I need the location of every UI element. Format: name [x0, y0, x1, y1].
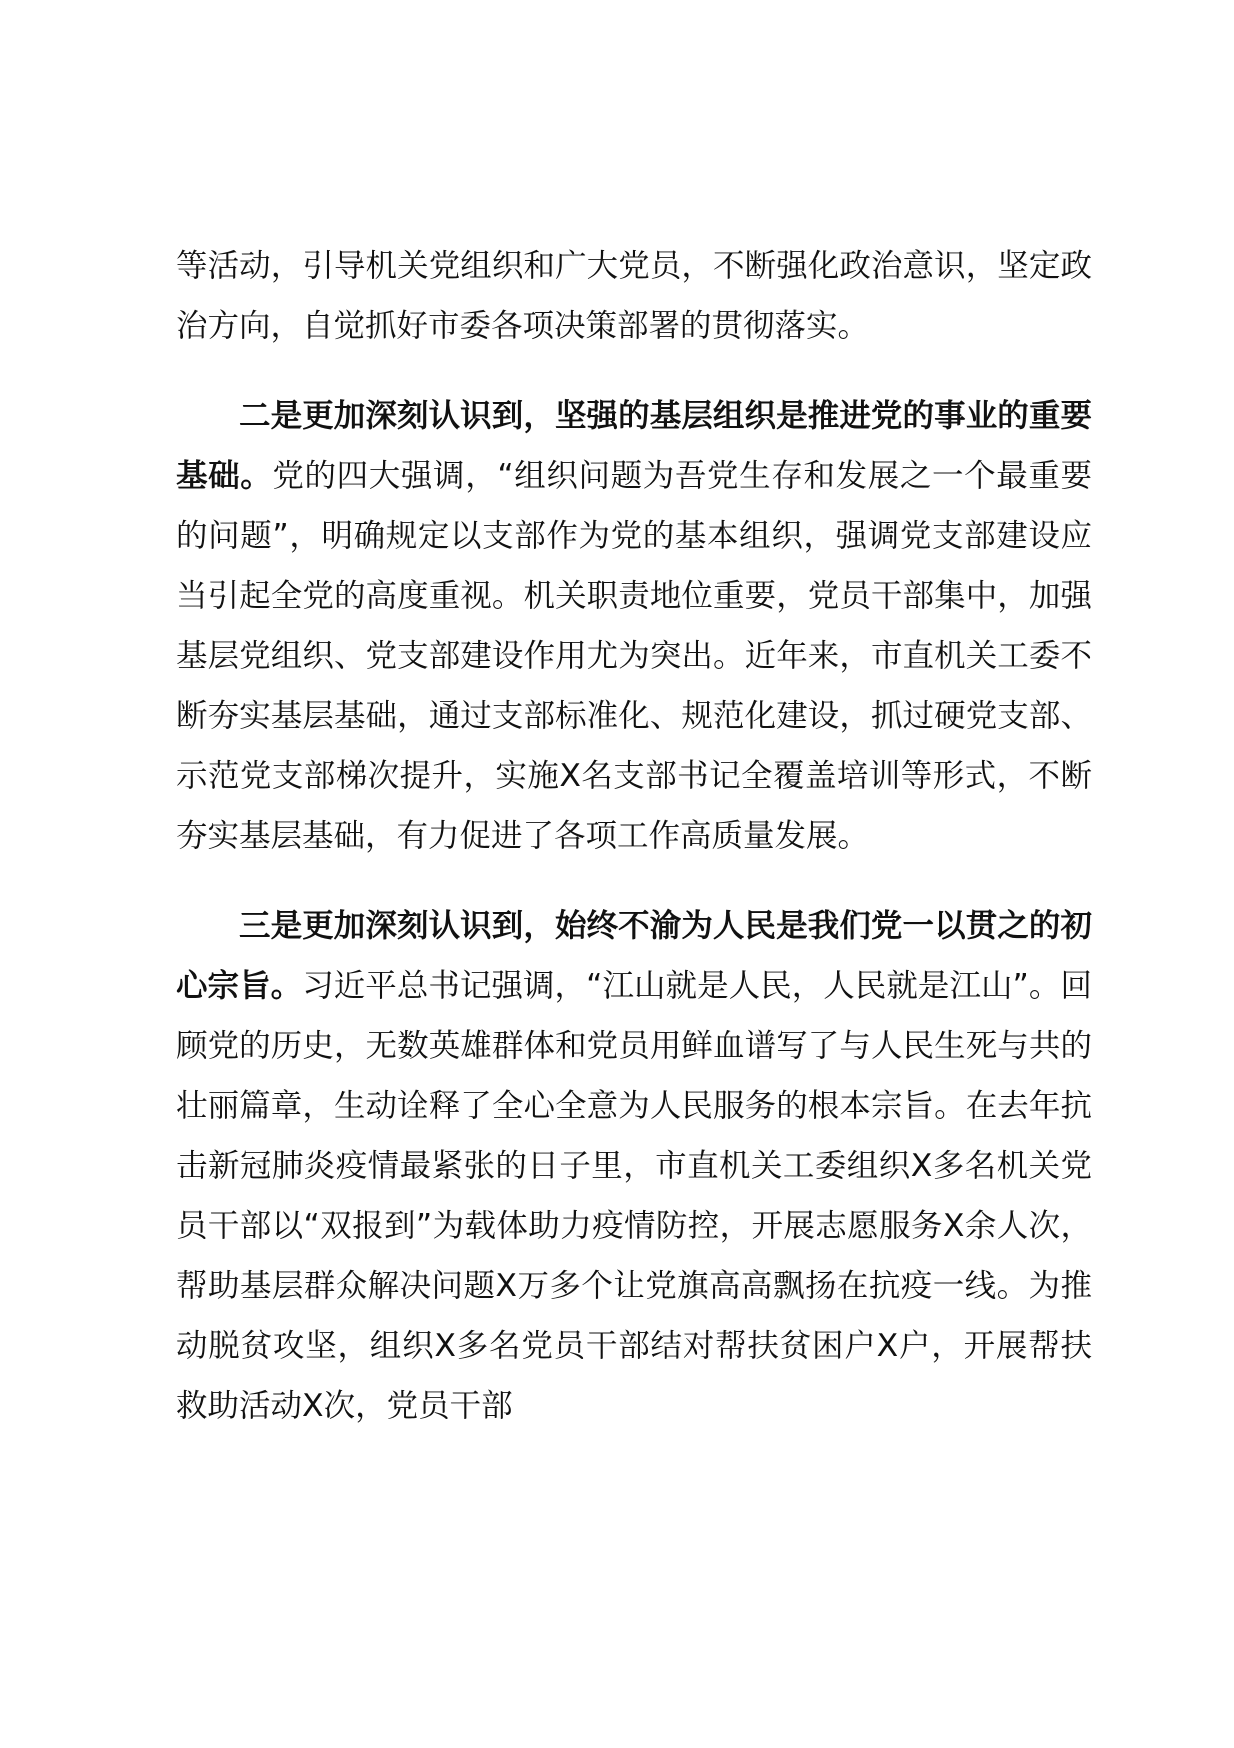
paragraph-lead-bold: 二是更加深刻认识到，坚强的基层组织是推进党的事业的重要基础。: [176, 398, 1092, 494]
paragraph-point-two: [176, 386, 1092, 866]
paragraph-text: 等活动，引导机关党组织和广大党员，不断强化政治意识，坚定政治方向，自觉抓好市委各项决策部署的贯彻落实。: [176, 248, 1092, 344]
paragraph-point-three: [176, 896, 1092, 1436]
document-body: [176, 236, 1092, 1436]
paragraph-continuation: [176, 236, 1092, 356]
paragraph-text: 党的四大强调，“组织问题为吾党生存和发展之一个最重要的问题”，明确规定以支部作为党的基本组织，强调党支部建设应当引起全党的高度重视。机关职责地位重要，党员干部集中，加强基层党组织、党支部建设作用尤为突出。近年来，市直机关工委不断夯实基层基础，通过支部标准化、规范化建设，抓过硬党支部、示范党支部梯次提升，实施X名支部书记全覆盖培训等形式，不断夯实基层基础，有力促进了各项工作高质量发展。: [176, 458, 1092, 854]
paragraph-lead-bold: 三是更加深刻认识到，始终不渝为人民是我们党一以贯之的初心宗旨。: [176, 908, 1092, 1004]
paragraph-text: 习近平总书记强调，“江山就是人民，人民就是江山”。回顾党的历史，无数英雄群体和党员用鲜血谱写了与人民生死与共的壮丽篇章，生动诠释了全心全意为人民服务的根本宗旨。在去年抗击新冠肺炎疫情最紧张的日子里，市直机关工委组织X多名机关党员干部以“双报到”为载体助力疫情防控，开展志愿服务X余人次，帮助基层群众解决问题X万多个让党旗高高飘扬在抗疫一线。为推动脱贫攻坚，组织X多名党员干部结对帮扶贫困户X户，开展帮扶救助活动X次，党员干部: [176, 968, 1092, 1424]
